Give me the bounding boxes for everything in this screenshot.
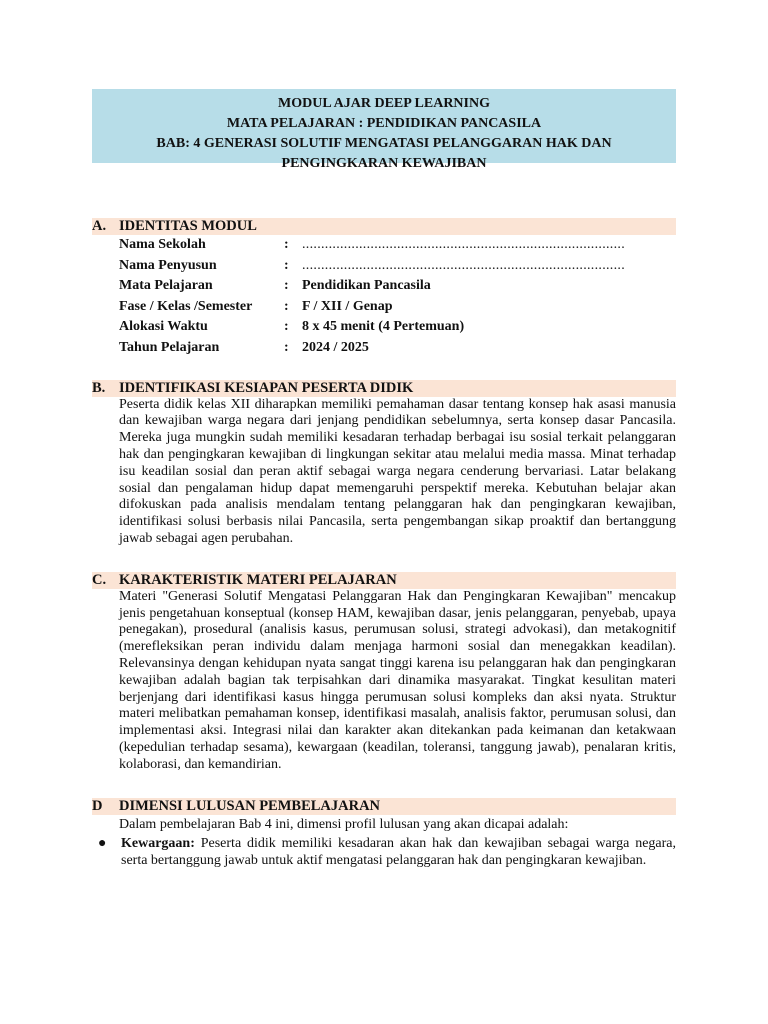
list-item xyxy=(92,836,676,870)
identity-row xyxy=(119,276,676,297)
section-a-letter: A. xyxy=(92,218,107,234)
identity-colon: : xyxy=(284,319,289,335)
identity-row xyxy=(119,338,676,359)
title-line-1: MODUL AJAR DEEP LEARNING xyxy=(278,96,490,111)
identity-colon: : xyxy=(284,298,289,314)
section-b-heading xyxy=(92,380,676,397)
identity-value: ..................................................................................... xyxy=(302,237,625,252)
identity-colon: : xyxy=(284,257,289,273)
section-d-heading xyxy=(92,798,676,815)
section-c-heading xyxy=(92,572,676,589)
section-b-body: Peserta didik kelas XII diharapkan memiliki pemahaman dasar tentang konsep hak asasi manusia dan kewajiban warga negara dari jenjang pendidikan sebelumnya, serta konsep dasar Pancasila. Mereka juga mungkin sudah memiliki kesadaran terhadap berbagai isu sosial terkait pelanggaran hak dan pengingkaran kewajiban di lingkungan sekitar atau melalui media massa. Minat terhadap isu keadilan sosial dan peran aktif sebagai warga negara cenderung bervariasi. Latar belakang sosial dan pengalaman hidup dapat memengaruhi perspektif mereka. Kebutuhan belajar akan difokuskan pada analisis mendalam tentang pelanggaran hak dan pengingkaran kewajiban, identifikasi solusi berbasis nilai Pancasila, serta pengembangan sikap proaktif dan bertanggung jawab sebagai agen perubahan. xyxy=(119,396,676,546)
section-b-title: IDENTIFIKASI KESIAPAN PESERTA DIDIK xyxy=(119,379,414,396)
bullet-text xyxy=(121,836,676,870)
identity-value: Pendidikan Pancasila xyxy=(302,278,431,294)
identity-label: Fase / Kelas /Semester xyxy=(119,298,253,314)
identity-row xyxy=(119,256,676,277)
identity-row xyxy=(119,297,676,318)
identity-colon: : xyxy=(284,237,289,252)
section-d-title: DIMENSI LULUSAN PEMBELAJARAN xyxy=(119,797,381,814)
identity-colon: : xyxy=(284,339,289,355)
identity-row xyxy=(119,317,676,338)
section-c-letter: C. xyxy=(92,571,107,588)
title-line-3: BAB: 4 GENERASI SOLUTIF MENGATASI PELANGGARAN HAK DAN xyxy=(156,136,612,151)
section-b-letter: B. xyxy=(92,379,106,396)
identity-label: Tahun Pelajaran xyxy=(119,339,220,355)
identity-colon: : xyxy=(284,278,289,294)
document-page xyxy=(92,89,676,870)
bullet-term: Kewargaan: xyxy=(121,836,195,852)
identity-value: 2024 / 2025 xyxy=(302,339,369,355)
title-banner xyxy=(92,89,676,171)
section-c-title: KARAKTERISTIK MATERI PELAJARAN xyxy=(119,571,397,588)
title-line-2: MATA PELAJARAN : PENDIDIKAN PANCASILA xyxy=(226,116,542,131)
identity-value: ..................................................................................... xyxy=(302,257,625,273)
identity-label: Alokasi Waktu xyxy=(119,319,208,335)
section-d-letter: D xyxy=(92,797,103,814)
bullet-icon: ● xyxy=(98,836,107,852)
identity-row xyxy=(119,235,676,256)
section-a-heading xyxy=(92,218,676,235)
title-line-4: PENGINGKARAN KEWAJIBAN xyxy=(281,156,487,171)
identity-value: F / XII / Genap xyxy=(302,298,393,314)
identity-table xyxy=(119,235,676,359)
identity-label: Mata Pelajaran xyxy=(119,278,213,294)
bullet-description: Peserta didik memiliki kesadaran akan hak dan kewajiban sebagai warga negara, serta bertanggung jawab untuk aktif mengatasi pelanggaran hak dan pengingkaran kewajiban. xyxy=(121,836,676,869)
section-c-body: Materi "Generasi Solutif Mengatasi Pelanggaran Hak dan Pengingkaran Kewajiban" mencakup jenis pengetahuan konseptual (konsep HAM, kewajiban dasar, jenis pelanggaran, penyebab, upaya penegakan), prosedural (analisis kasus, perumusan solusi, strategi advokasi), dan metakognitif (merefleksikan peran individu dalam menjaga harmoni sosial dan menegakkan keadilan). Relevansinya dengan kehidupan nyata sangat tinggi karena isu pelanggaran hak dan pengingkaran kewajiban adalah bagian tak terpisahkan dari dinamika masyarakat. Tingkat kesulitan materi berjenjang dari identifikasi kasus hingga perumusan solusi kompleks dan aksi nyata. Struktur materi melibatkan pemahaman konsep, identifikasi masalah, analisis faktor, perumusan solusi, dan implementasi aksi. Integrasi nilai dan karakter akan ditekankan pada keimanan dan ketakwaan (kepedulian terhadap sesama), kewargaan (keadilan, toleransi, tanggung jawab), penalaran kritis, kolaborasi, dan kemandirian. xyxy=(119,588,676,772)
section-d-intro: Dalam pembelajaran Bab 4 ini, dimensi profil lulusan yang akan dicapai adalah: xyxy=(119,816,569,832)
identity-value: 8 x 45 menit (4 Pertemuan) xyxy=(302,319,465,335)
section-a-title: IDENTITAS MODUL xyxy=(119,218,257,234)
identity-label: Nama Sekolah xyxy=(119,237,206,252)
identity-label: Nama Penyusun xyxy=(119,257,217,273)
